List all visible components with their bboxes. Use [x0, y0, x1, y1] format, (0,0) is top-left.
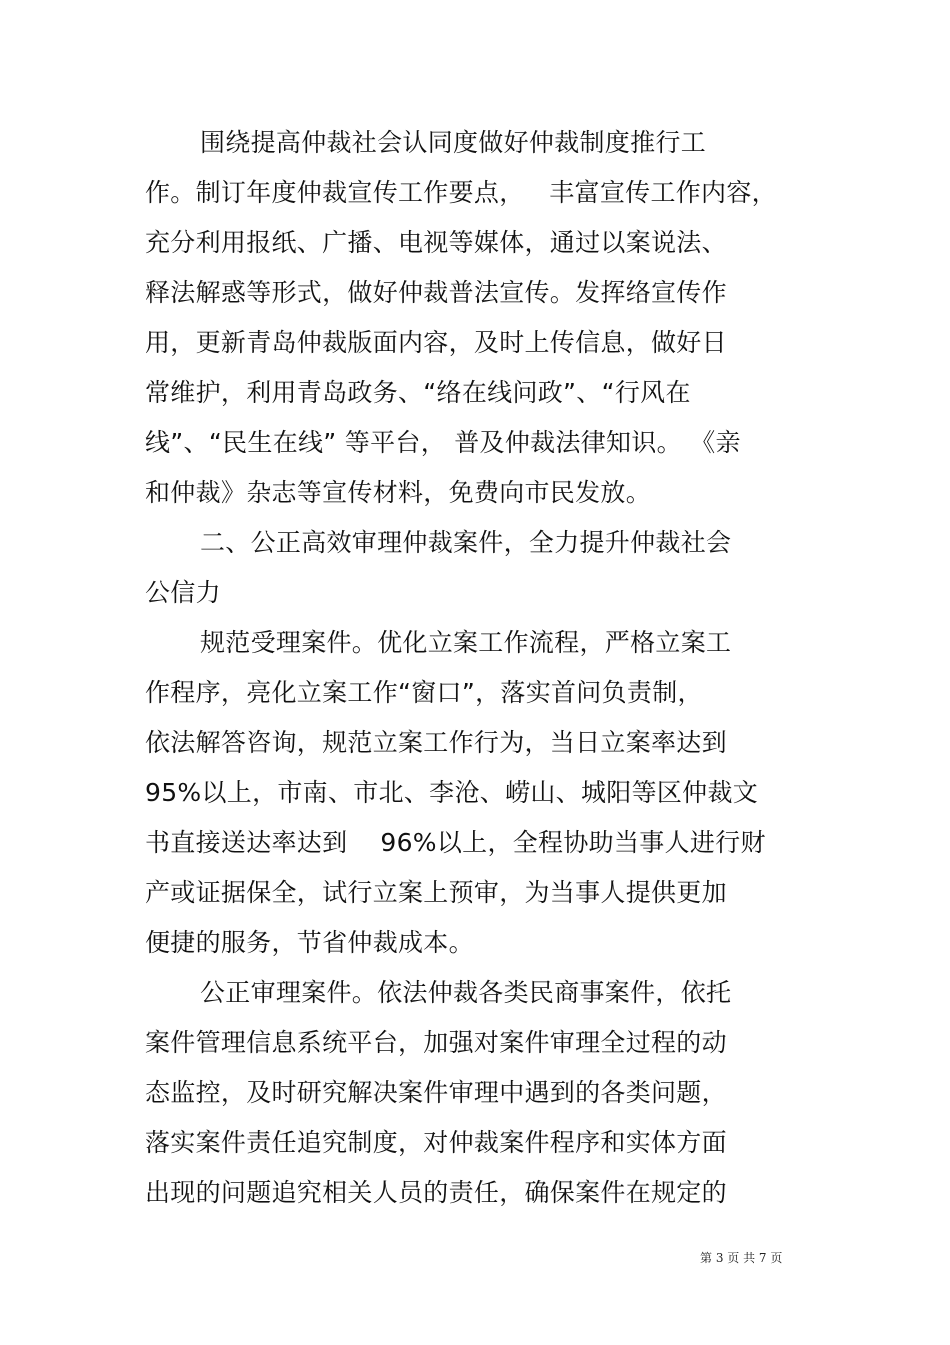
paragraph-line-17: 案件管理信息系统平台，加强对案件审理全过程的动 — [145, 1028, 727, 1057]
paragraph-line-11: 依法解答咨询，规范立案工作行为，当日立案率达到 — [145, 728, 727, 757]
section-heading-line-2: 公信力 — [145, 578, 221, 607]
paragraph-line-3: 充分利用报纸、广播、电视等媒体，通过以案说法、 — [145, 228, 727, 257]
paragraph-line-1: 围绕提高仲裁社会认同度做好仲裁制度推行工 — [200, 128, 707, 157]
paragraph-line-14: 产或证据保全，试行立案上预审，为当事人提供更加 — [145, 878, 727, 907]
paragraph-line-15: 便捷的服务，节省仲裁成本。 — [145, 928, 474, 957]
paragraph-line-4: 释法解惑等形式，做好仲裁普法宣传。发挥络宣传作 — [145, 278, 727, 307]
paragraph-line-13: 书直接送达率达到 96%以上，全程协助当事人进行财 — [145, 828, 766, 857]
paragraph-line-12: 95%以上，市南、市北、李沧、崂山、城阳等区仲裁文 — [145, 778, 759, 807]
paragraph-line-6: 常维护，利用青岛政务、“络在线问政”、“行风在 — [145, 378, 691, 407]
paragraph-line-2: 作。制订年度仲裁宣传工作要点， 丰富宣传工作内容， — [145, 178, 777, 207]
paragraph-line-18: 态监控，及时研究解决案件审理中遇到的各类问题， — [145, 1078, 727, 1107]
paragraph-line-5: 用，更新青岛仲裁版面内容，及时上传信息，做好日 — [145, 328, 727, 357]
paragraph-line-8: 和仲裁》杂志等宣传材料，免费向市民发放。 — [145, 478, 652, 507]
paragraph-line-7: 线”、“民生在线” 等平台， 普及仲裁法律知识。 《亲 — [145, 428, 741, 457]
paragraph-line-16: 公正审理案件。依法仲裁各类民商事案件，依托 — [200, 978, 732, 1007]
page-number-footer: 第 3 页 共 7 页 — [700, 1251, 783, 1265]
paragraph-line-19: 落实案件责任追究制度，对仲裁案件程序和实体方面 — [145, 1128, 727, 1157]
paragraph-line-20: 出现的问题追究相关人员的责任，确保案件在规定的 — [145, 1178, 727, 1207]
section-heading-line-1: 二、公正高效审理仲裁案件，全力提升仲裁社会 — [200, 528, 732, 557]
paragraph-line-10: 作程序，亮化立案工作“窗口”，落实首问负责制， — [145, 678, 703, 707]
paragraph-line-9: 规范受理案件。优化立案工作流程，严格立案工 — [200, 628, 732, 657]
